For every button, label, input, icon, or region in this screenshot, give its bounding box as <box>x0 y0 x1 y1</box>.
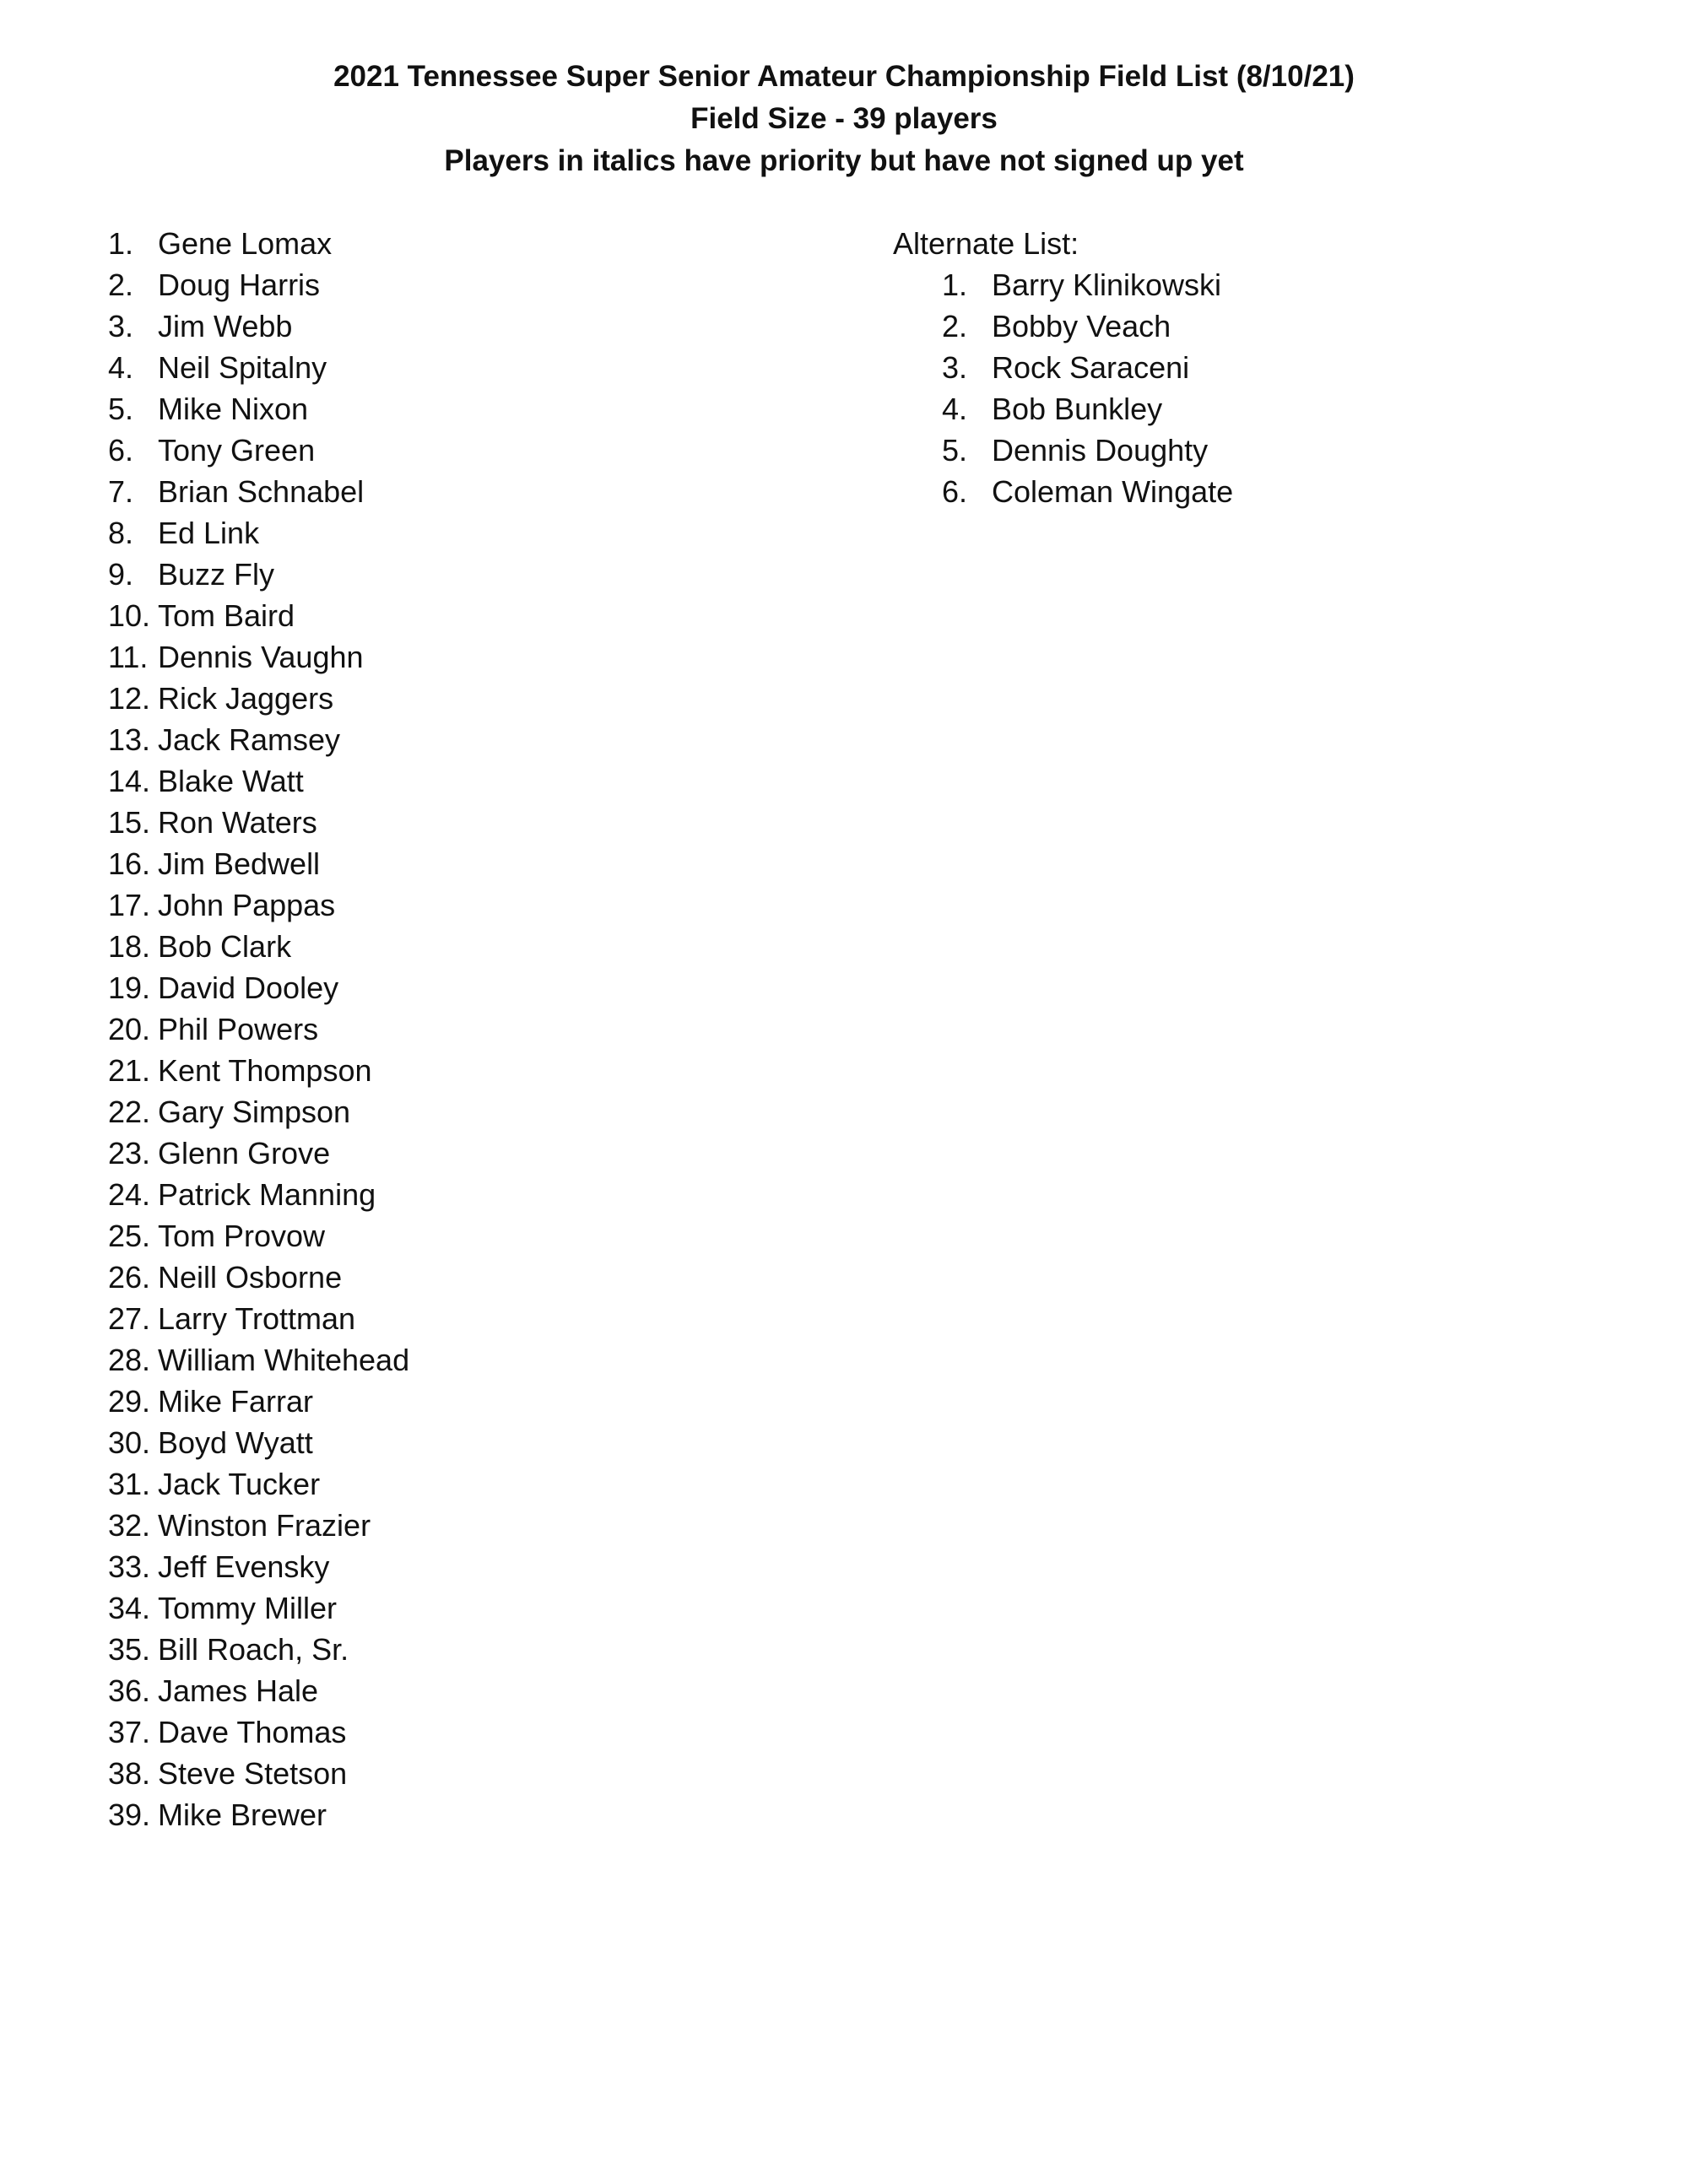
player-name: Kent Thompson <box>158 1053 372 1088</box>
field-list-item <box>108 1257 699 1298</box>
list-item-number: 19. <box>108 970 151 1005</box>
list-item-number: 12. <box>108 681 151 716</box>
player-name: Ron Waters <box>158 805 317 840</box>
player-name: Jim Webb <box>158 309 293 343</box>
field-list-item <box>108 1381 699 1422</box>
field-list-item <box>108 719 699 760</box>
list-item-number: 8. <box>108 516 134 550</box>
list-item-number: 23. <box>108 1136 151 1170</box>
list-item-number: 11. <box>108 640 149 674</box>
field-list-item <box>108 1753 699 1794</box>
player-name: Jack Tucker <box>158 1467 321 1501</box>
list-item-number: 3. <box>108 309 134 343</box>
list-item-number: 1. <box>942 268 968 302</box>
player-name: Tony Green <box>158 433 316 468</box>
field-list-item <box>108 554 699 595</box>
list-item-number: 10. <box>108 598 151 633</box>
alternate-list-item <box>942 471 1568 512</box>
field-list-item <box>108 347 699 388</box>
field-list-item <box>108 1339 699 1381</box>
field-list-item <box>108 1091 699 1133</box>
list-item-number: 36. <box>108 1673 151 1708</box>
list-item-number: 2. <box>108 268 134 302</box>
italics-note: Players in italics have priority but have not signed up yet <box>444 144 1244 177</box>
field-list-item <box>108 1711 699 1753</box>
list-item-number: 31. <box>108 1467 151 1501</box>
list-item-number: 25. <box>108 1219 151 1253</box>
player-name: Tommy Miller <box>158 1591 337 1625</box>
player-name: Bill Roach, Sr. <box>158 1632 349 1667</box>
list-item-number: 39. <box>108 1797 151 1832</box>
field-list-item <box>108 678 699 719</box>
player-name: Doug Harris <box>158 268 321 302</box>
list-item-number: 5. <box>108 392 134 426</box>
list-item-number: 33. <box>108 1549 151 1584</box>
field-list-item <box>108 430 699 471</box>
field-list-item <box>108 305 699 347</box>
list-item-number: 6. <box>942 474 968 509</box>
player-name: John Pappas <box>158 888 336 922</box>
alternate-list-item <box>942 430 1568 471</box>
field-list-item <box>108 512 699 554</box>
player-name: Bob Clark <box>158 929 292 964</box>
field-list-item <box>108 471 699 512</box>
field-list-item <box>108 1298 699 1339</box>
player-name: Patrick Manning <box>158 1177 376 1212</box>
player-name: Brian Schnabel <box>158 474 365 509</box>
list-item-number: 16. <box>108 846 151 881</box>
player-name: Neill Osborne <box>158 1260 343 1295</box>
player-name: Tom Baird <box>158 598 295 633</box>
list-item-number: 4. <box>108 350 134 385</box>
player-name: Jack Ramsey <box>158 722 341 757</box>
list-item-number: 35. <box>108 1632 151 1667</box>
player-name: Rock Saraceni <box>992 350 1190 385</box>
player-name: Jim Bedwell <box>158 846 321 881</box>
list-item-number: 4. <box>942 392 968 426</box>
list-item-number: 6. <box>108 433 134 468</box>
player-name: Jeff Evensky <box>158 1549 330 1584</box>
field-list-item <box>108 1587 699 1629</box>
list-item-number: 20. <box>108 1012 151 1046</box>
field-list-item <box>108 1546 699 1587</box>
list-item-number: 26. <box>108 1260 151 1295</box>
field-list-item <box>108 636 699 678</box>
list-item-number: 1. <box>108 226 134 261</box>
alternate-list-item <box>942 305 1568 347</box>
list-item-number: 28. <box>108 1343 151 1377</box>
list-item-number: 2. <box>942 309 968 343</box>
field-list-item <box>108 1422 699 1463</box>
player-name: Winston Frazier <box>158 1508 371 1543</box>
field-list-item <box>108 1215 699 1257</box>
field-list-item <box>108 1174 699 1215</box>
player-name: Gene Lomax <box>158 226 333 261</box>
field-list-item <box>108 1463 699 1505</box>
list-item-number: 5. <box>942 433 968 468</box>
alternate-list-item <box>942 264 1568 305</box>
field-list-item <box>108 1670 699 1711</box>
list-item-number: 21. <box>108 1053 151 1088</box>
player-name: Ed Link <box>158 516 260 550</box>
alternate-list-item <box>942 347 1568 388</box>
list-item-number: 34. <box>108 1591 151 1625</box>
list-item-number: 3. <box>942 350 968 385</box>
field-list-item <box>108 1050 699 1091</box>
player-name: Phil Powers <box>158 1012 319 1046</box>
list-item-number: 37. <box>108 1715 151 1749</box>
player-name: James Hale <box>158 1673 319 1708</box>
player-name: Coleman Wingate <box>992 474 1234 509</box>
player-name: Mike Brewer <box>158 1797 327 1832</box>
player-name: Dennis Doughty <box>992 433 1209 468</box>
list-item-number: 32. <box>108 1508 151 1543</box>
list-item-number: 24. <box>108 1177 151 1212</box>
field-player-list <box>108 223 699 1835</box>
document-header <box>0 56 1688 182</box>
player-name: Buzz Fly <box>158 557 275 592</box>
field-size-line: Field Size - 39 players <box>690 102 998 135</box>
field-list-item <box>108 843 699 884</box>
alternate-section <box>893 223 1568 512</box>
list-item-number: 7. <box>108 474 134 509</box>
field-list-item <box>108 1794 699 1835</box>
field-list-item <box>108 760 699 802</box>
player-name: Barry Klinikowski <box>992 268 1222 302</box>
list-item-number: 38. <box>108 1756 151 1791</box>
player-name: Glenn Grove <box>158 1136 331 1170</box>
list-item-number: 15. <box>108 805 151 840</box>
field-list-item <box>108 223 699 264</box>
field-list-item <box>108 967 699 1008</box>
player-name: Tom Provow <box>158 1219 326 1253</box>
field-list-item <box>108 264 699 305</box>
field-list-item <box>108 884 699 926</box>
player-name: Rick Jaggers <box>158 681 334 716</box>
player-name: Neil Spitalny <box>158 350 327 385</box>
field-list-item <box>108 1008 699 1050</box>
list-item-number: 27. <box>108 1301 151 1336</box>
player-name: Mike Farrar <box>158 1384 314 1419</box>
list-item-number: 14. <box>108 764 151 798</box>
player-name: Steve Stetson <box>158 1756 348 1791</box>
list-item-number: 18. <box>108 929 151 964</box>
field-list-item <box>108 388 699 430</box>
list-item-number: 29. <box>108 1384 151 1419</box>
player-name: Gary Simpson <box>158 1095 351 1129</box>
player-name: Bobby Veach <box>992 309 1171 343</box>
field-list-item <box>108 1629 699 1670</box>
list-item-number: 13. <box>108 722 151 757</box>
player-name: Bob Bunkley <box>992 392 1163 426</box>
field-list-item <box>108 802 699 843</box>
list-item-number: 9. <box>108 557 134 592</box>
field-list-item <box>108 595 699 636</box>
player-name: Boyd Wyatt <box>158 1425 313 1460</box>
list-item-number: 22. <box>108 1095 151 1129</box>
player-name: Blake Watt <box>158 764 304 798</box>
player-name: Dennis Vaughn <box>158 640 364 674</box>
alternate-player-list <box>942 264 1568 512</box>
player-name: Larry Trottman <box>158 1301 356 1336</box>
alternate-list-title: Alternate List: <box>893 226 1079 261</box>
list-item-number: 17. <box>108 888 151 922</box>
document-title: 2021 Tennessee Super Senior Amateur Championship Field List (8/10/21) <box>333 60 1355 93</box>
field-list-item <box>108 1133 699 1174</box>
list-item-number: 30. <box>108 1425 151 1460</box>
player-name: Dave Thomas <box>158 1715 347 1749</box>
player-name: David Dooley <box>158 970 339 1005</box>
player-name: Mike Nixon <box>158 392 309 426</box>
player-name: William Whitehead <box>158 1343 410 1377</box>
field-list-item <box>108 926 699 967</box>
alternate-list-item <box>942 388 1568 430</box>
field-list-item <box>108 1505 699 1546</box>
